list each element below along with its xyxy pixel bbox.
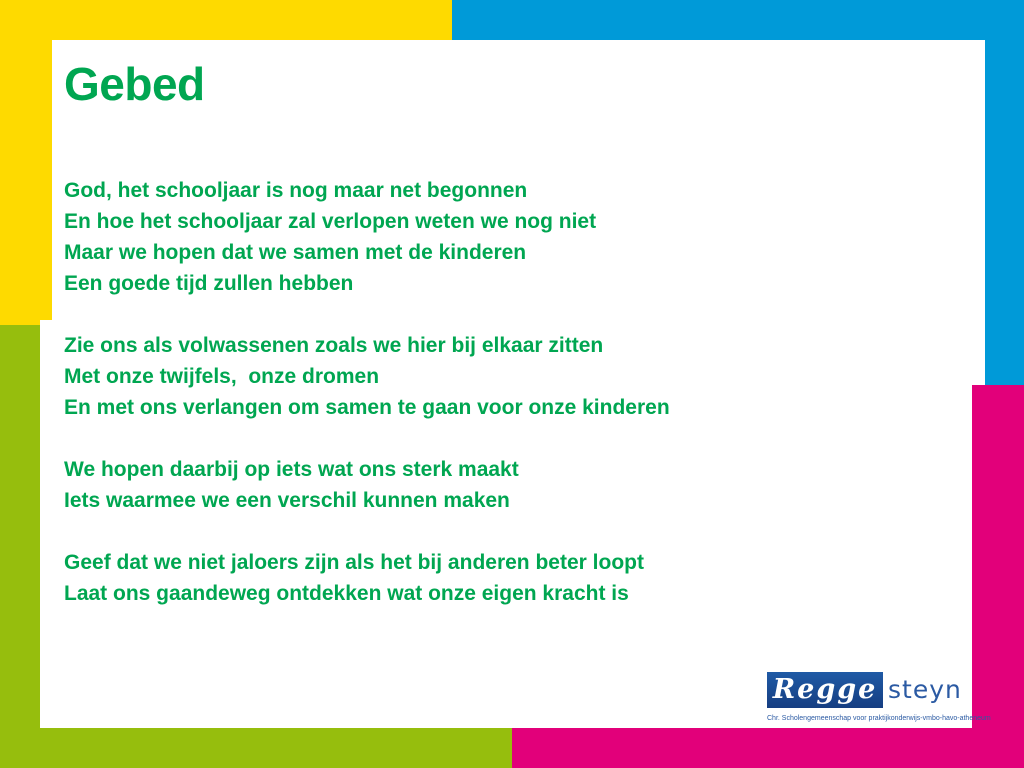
poem-line: God, het schooljaar is nog maar net begonnen (64, 179, 528, 202)
logo-brand-first: Regge (767, 672, 883, 708)
prayer-text (64, 175, 944, 640)
reggesteyn-logo (764, 670, 991, 728)
poem-line: Maar we hopen dat we samen met de kinderen (64, 241, 527, 264)
stanza-2 (64, 330, 944, 423)
logo-brand-second: steyn (888, 675, 962, 704)
poem-line: Een goede tijd zullen hebben (64, 272, 354, 295)
poem-line: Zie ons als volwassenen zoals we hier bij elkaar zitten (64, 334, 604, 357)
stanza-1 (64, 175, 944, 299)
poem-line: En met ons verlangen om samen te gaan voor onze kinderen (64, 396, 670, 419)
poem-line: En hoe het schooljaar zal verlopen weten we nog niet (64, 210, 597, 233)
poem-line: Laat ons gaandeweg ontdekken wat onze eigen kracht is (64, 582, 629, 605)
poem-line: We hopen daarbij op iets wat ons sterk maakt (64, 458, 519, 481)
poem-line: Geef dat we niet jaloers zijn als het bij anderen beter loopt (64, 551, 644, 574)
stanza-3 (64, 454, 944, 516)
poem-line: Iets waarmee we een verschil kunnen maken (64, 489, 510, 512)
logo-tagline: Chr. Scholengemeenschap voor praktijkonderwijs-vmbo-havo-atheneum (767, 715, 991, 722)
stanza-4 (64, 547, 944, 609)
slide-title: Gebed (64, 58, 205, 110)
poem-line: Met onze twijfels, onze dromen (64, 365, 380, 388)
